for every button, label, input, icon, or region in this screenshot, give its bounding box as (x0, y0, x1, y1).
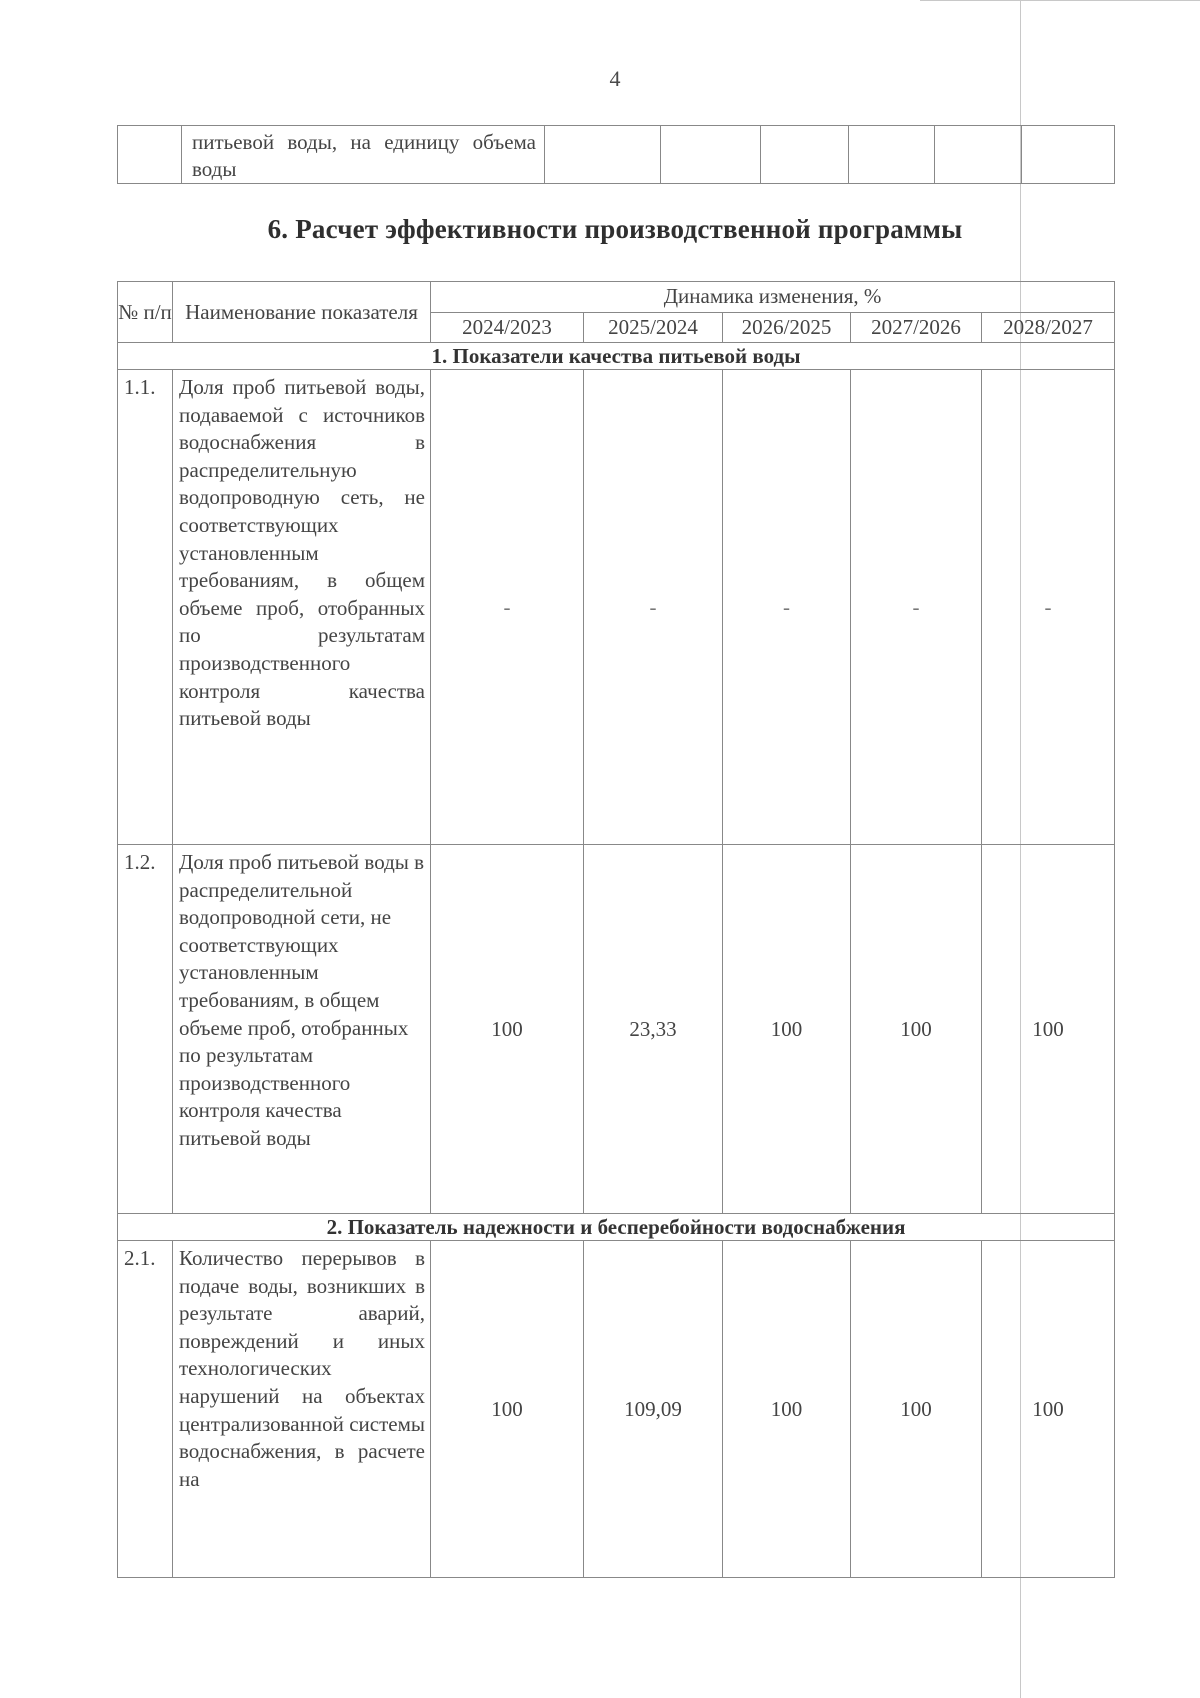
cell-empty (118, 126, 182, 184)
efficiency-table (117, 281, 1115, 1578)
row-value: - (851, 370, 982, 845)
row-value: 100 (982, 845, 1115, 1214)
row-value: 100 (723, 845, 851, 1214)
cell-empty (761, 126, 849, 184)
group-title: 1. Показатели качества питьевой воды (118, 343, 1115, 370)
cell-empty (545, 126, 661, 184)
section-title: 6. Расчет эффективности производственной программы (267, 214, 963, 244)
row-value: - (723, 370, 851, 845)
row-name: Доля проб питьевой воды в распределительной водопроводной сети, не соответствующих установленным требованиям, в общем объеме проб, отобранных по результатам производственного контроля качества питьевой воды (173, 845, 431, 1214)
header-name: Наименование показателя (173, 282, 431, 343)
row-value: - (982, 370, 1115, 845)
header-year: 2027/2026 (851, 312, 982, 343)
row-number: 1.1. (118, 370, 173, 845)
scan-edge-top (920, 0, 1200, 4)
header-year: 2026/2025 (723, 312, 851, 343)
row-value: - (431, 370, 584, 845)
row-value: 23,33 (584, 845, 723, 1214)
row-value: 100 (851, 845, 982, 1214)
row-value: 100 (982, 1241, 1115, 1578)
row-value: 100 (723, 1241, 851, 1578)
row-value: 100 (851, 1241, 982, 1578)
cell-empty (661, 126, 761, 184)
row-value: 109,09 (584, 1241, 723, 1578)
table-row (118, 845, 1115, 1214)
table-row (118, 1241, 1115, 1578)
row-value: 100 (431, 845, 584, 1214)
continuation-row (118, 126, 1115, 184)
header-year: 2024/2023 (431, 312, 584, 343)
row-number: 1.2. (118, 845, 173, 1214)
page-number: 4 (609, 66, 621, 91)
row-name: Количество перерывов в подаче воды, возникших в результате аварий, повреждений и иных технологических нарушений на объектах централизованной системы водоснабжения, в расчете на (173, 1241, 431, 1578)
group-row (118, 343, 1115, 370)
continuation-description: питьевой воды, на единицу объема воды (182, 126, 545, 184)
row-value: 100 (431, 1241, 584, 1578)
row-name: Доля проб питьевой воды, подаваемой с источников водоснабжения в распределительную водопроводную сеть, не соответствующих установленным требованиям, в общем объеме проб, отобранных по результатам производственного контроля качества питьевой воды (173, 370, 431, 845)
group-row (118, 1214, 1115, 1241)
cell-empty (935, 126, 1022, 184)
group-title: 2. Показатель надежности и бесперебойности водоснабжения (118, 1214, 1115, 1241)
cell-empty (1022, 126, 1115, 184)
table-row (118, 370, 1115, 845)
header-year: 2025/2024 (584, 312, 723, 343)
header-dynamics: Динамика изменения, % (431, 282, 1115, 313)
row-number: 2.1. (118, 1241, 173, 1578)
row-value: - (584, 370, 723, 845)
header-number: № п/п (118, 282, 173, 343)
header-year: 2028/2027 (982, 312, 1115, 343)
cell-empty (849, 126, 935, 184)
header-row-1 (118, 282, 1115, 313)
continuation-table (117, 125, 1115, 184)
